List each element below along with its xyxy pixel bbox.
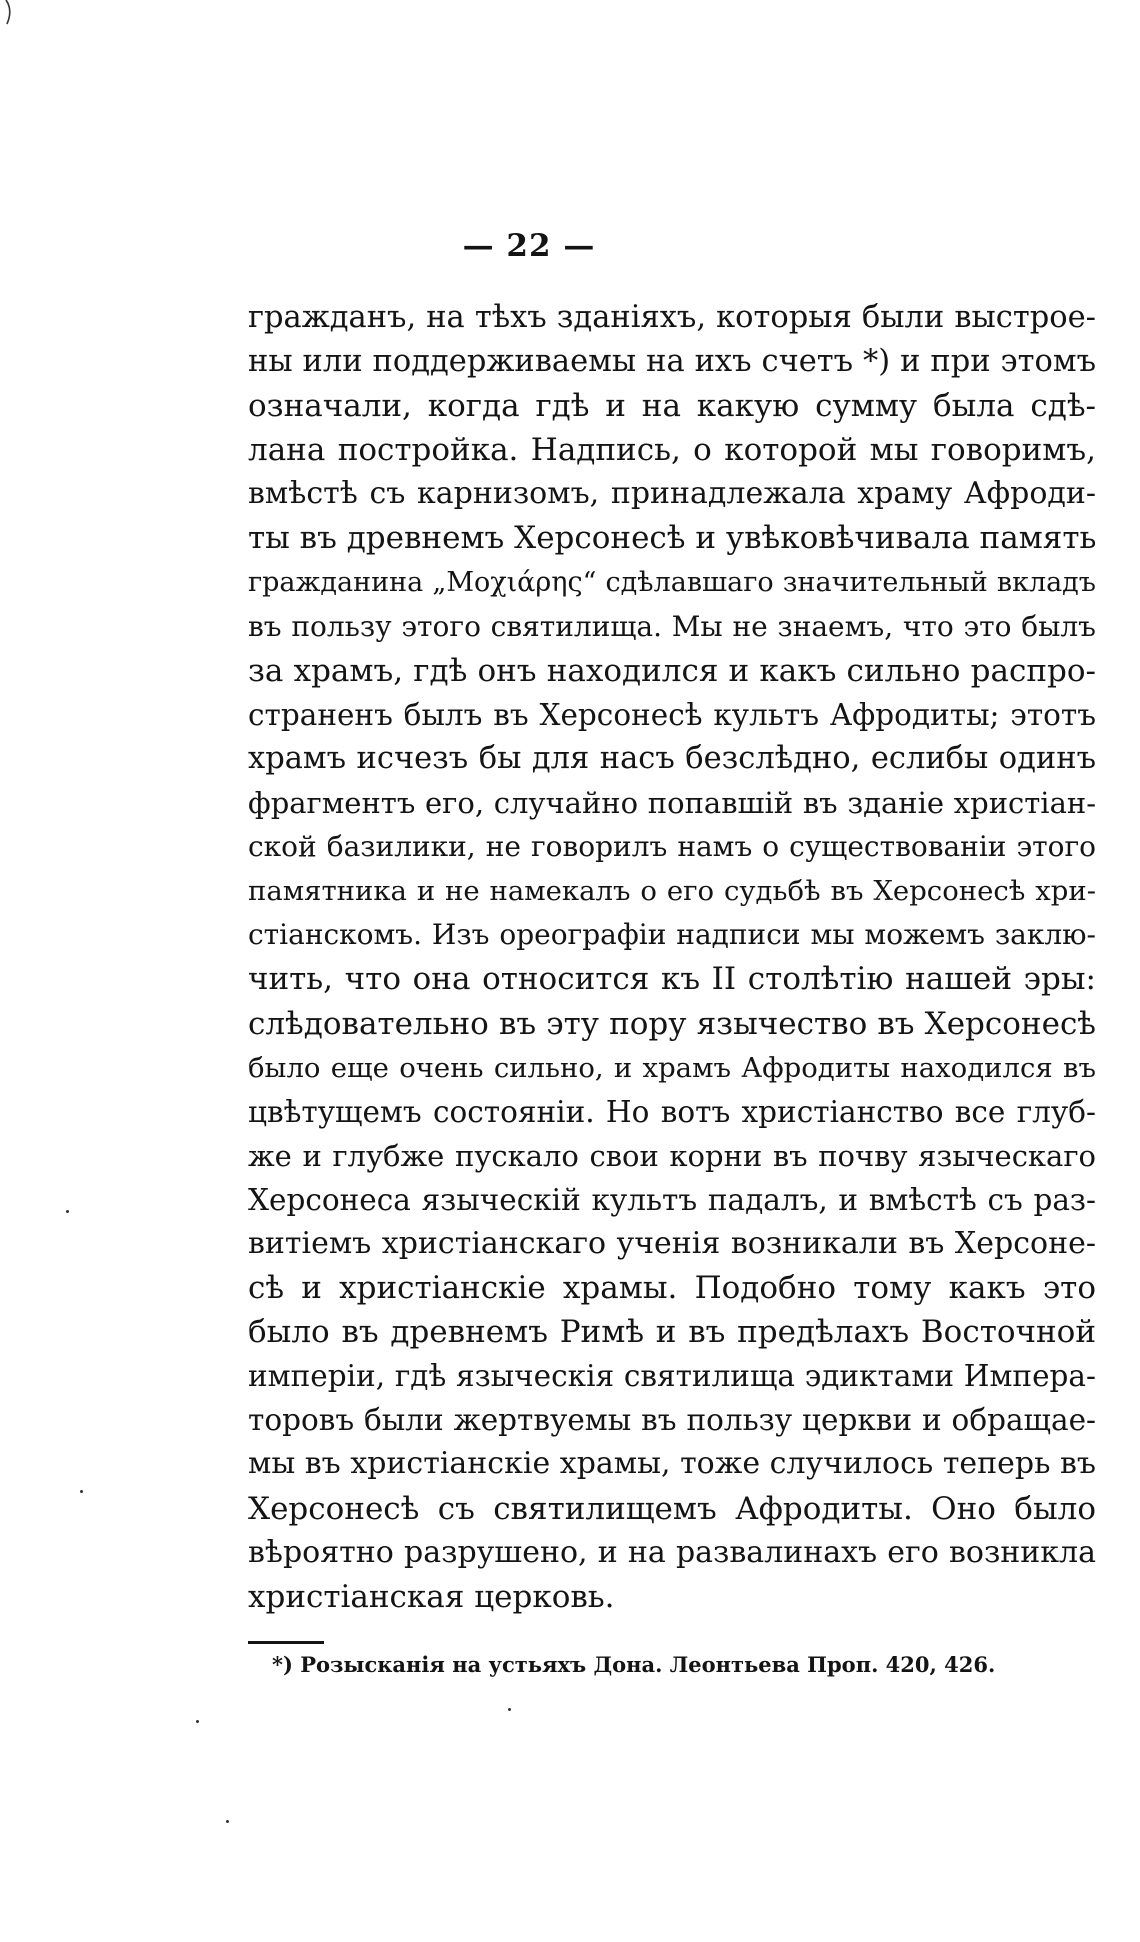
print-speck	[66, 1210, 69, 1213]
text-line: слѣдовательно въ эту пору язычество въ Херсонесѣ	[248, 1005, 1096, 1042]
body-text	[248, 296, 1096, 1619]
text-line: вмѣстѣ съ карнизомъ, принадлежала храму Афроди-	[248, 476, 1096, 512]
text-line: фрагментъ его, случайно попавшій въ зданіе христіан-	[248, 786, 1096, 821]
text-line: памятника и не намекалъ о его судьбѣ въ Херсонесѣ хри-	[248, 875, 1096, 908]
text-line: ской базилики, не говорилъ намъ о существованіи этого	[248, 830, 1096, 864]
print-speck	[80, 1490, 83, 1493]
text-line: же и глубже пускало свои корни въ почву языческаго	[248, 1138, 1096, 1173]
corner-mark	[4, 0, 14, 26]
text-line: гражданъ, на тѣхъ зданіяхъ, которыя были выстрое-	[248, 300, 1096, 335]
print-speck	[508, 1708, 511, 1711]
text-line: Херсонесѣ съ святилищемъ Афродиты. Оно было	[248, 1490, 1096, 1527]
text-line: вѣроятно разрушено, и на развалинахъ его возникла	[248, 1534, 1096, 1570]
text-line: лана постройка. Надпись, о которой мы говоримъ,	[248, 432, 1096, 469]
text-line: въ пользу этого святилища. Мы не знаемъ, что это былъ	[248, 609, 1096, 643]
text-line: было въ древнемъ Римѣ и въ предѣлахъ Восточной	[248, 1314, 1096, 1351]
text-line: сѣ и христіанскіе храмы. Подобно тому какъ это	[248, 1270, 1096, 1307]
text-line: торовъ были жертвуемы въ пользу церкви и обращае-	[248, 1403, 1096, 1438]
text-line: стіанскомъ. Изъ ореографіи надписи мы можемъ заклю-	[248, 918, 1096, 952]
text-line: храмъ исчезъ бы для насъ безслѣдно, еслибы одинъ	[248, 740, 1096, 776]
text-line: цвѣтущемъ состояніи. Но вотъ христіанство все глуб-	[248, 1094, 1096, 1129]
text-line: ты въ древнемъ Херсонесѣ и увѣковѣчивала память	[248, 520, 1097, 557]
text-line: гражданина „Μοχιάρης“ сдѣлавшаго значительный вкладъ	[248, 566, 1096, 598]
text-line: ны или поддерживаемы на ихъ счетъ *) и при этомъ	[248, 344, 1096, 380]
text-line: за храмъ, гдѣ онъ находился и какъ сильно распро-	[248, 652, 1096, 689]
text-line: чить, что она относится къ II столѣтію нашей эры:	[248, 961, 1096, 998]
text-line: страненъ былъ въ Херсонесѣ культъ Афродиты; этотъ	[248, 697, 1096, 732]
footnote: *) Розысканія на устьяхъ Дона. Леонтьева Проп. 420, 426.	[272, 1652, 996, 1677]
text-line: витіемъ христіанскаго ученія возникали въ Херсоне-	[248, 1225, 1096, 1261]
text-line: имперіи, гдѣ языческія святилища эдиктами Импера-	[248, 1359, 1096, 1394]
text-line: означали, когда гдѣ и на какую сумму была сдѣ-	[248, 388, 1096, 425]
print-speck	[226, 1820, 229, 1823]
text-line: христіанская церковь.	[248, 1578, 615, 1615]
footnote-rule	[248, 1641, 324, 1644]
text-line: было еще очень сильно, и храмъ Афродиты находился въ	[248, 1051, 1096, 1084]
text-line: мы въ христіанскіе храмы, тоже случилось теперь въ	[248, 1446, 1096, 1482]
page-number: — 22 —	[462, 228, 596, 264]
print-speck	[196, 1720, 199, 1723]
text-line: Херсонеса языческій культъ падалъ, и вмѣстѣ съ раз-	[248, 1182, 1096, 1217]
